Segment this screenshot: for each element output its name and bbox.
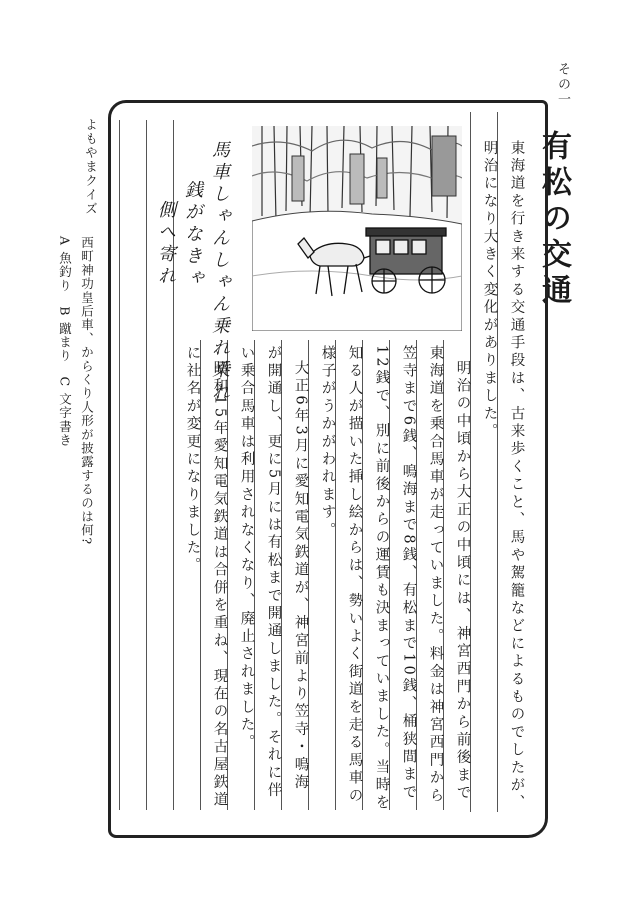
body-line: 笠寺まで6銭、鳴海まで8銭、有松まで10銭、桶狭間まで	[400, 345, 417, 802]
calligraphy-line: 馬車しゃんしゃん乗れ乗れ	[209, 140, 230, 404]
column-rule	[119, 120, 120, 810]
calligraphy-line: 側へ寄れ	[155, 200, 176, 288]
quiz-heading: よもやまクイズ	[83, 118, 99, 216]
body-line: 知る人が描いた挿し絵からは、勢いよく街道を走る馬車の	[346, 345, 363, 806]
body-line: 昭和15年愛知電気鉄道は合併を重ね、現在の名古屋鉄道	[211, 360, 228, 810]
horse-carriage-illustration	[252, 126, 462, 331]
body-line: に社名が変更になりました。	[184, 345, 201, 576]
body-line: 様子がうかがわれます。	[319, 345, 336, 540]
body-line: 明治の中頃から大正の中頃には、神宮西門から前後まで	[454, 360, 471, 803]
column-rule	[146, 120, 147, 810]
section-label: その一	[555, 62, 570, 107]
calligraphy-line: 銭がなきゃ	[182, 180, 203, 290]
intro-line: 明治になり大きく変化がありました。	[481, 140, 498, 441]
quiz-answers: A 魚釣り B 蹴まり C 文字書き	[57, 236, 73, 448]
body-line: 12銭で、別に前後からの運賃も決まっていました。当時を	[373, 345, 390, 813]
body-line: い乗合馬車は利用されなくなり、廃止されました。	[238, 345, 255, 753]
intro-line: 東海道を行き来する交通手段は、古来歩くこと、馬や駕籠などによるものでしたが、	[508, 140, 525, 813]
page-title: 有松の交通	[536, 130, 571, 310]
body-line: が開通し、更に5月には有松まで開通しました。それに伴	[265, 345, 282, 800]
body-line: 東海道を乗合馬車が走っていました。料金は神宮西門から	[427, 345, 444, 806]
quiz-question: 西町神功皇后車、からくり人形が披露するのは何?	[79, 236, 95, 546]
body-line: 大正6年3月に愛知電気鉄道が、神宮前より笠寺・鳴海	[292, 360, 309, 792]
